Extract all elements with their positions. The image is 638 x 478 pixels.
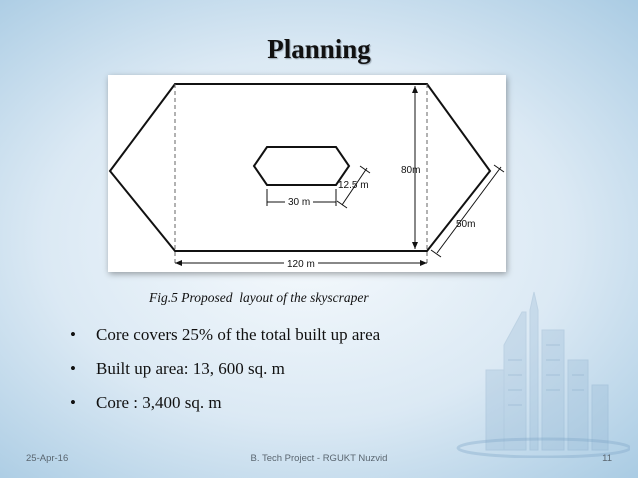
skyscraper-decoration-icon bbox=[452, 290, 630, 458]
footer-center: B. Tech Project - RGUKT Nuzvid bbox=[250, 453, 388, 464]
length-label: 120 m bbox=[287, 259, 315, 270]
bullet-item bbox=[70, 394, 380, 428]
length-arrow-right bbox=[420, 260, 427, 266]
bullet-item bbox=[70, 326, 380, 360]
length-arrow-left bbox=[175, 260, 182, 266]
figure-caption: Fig.5 Proposed layout of the skyscraper bbox=[149, 290, 369, 305]
slant-tick-bottom bbox=[431, 250, 441, 257]
height-arrow-bottom bbox=[412, 242, 418, 249]
bullet-item bbox=[70, 360, 380, 394]
layout-diagram bbox=[108, 75, 506, 272]
bullet-list bbox=[70, 326, 380, 428]
bullet-dot: • bbox=[70, 325, 76, 344]
page-number: 11 bbox=[602, 453, 612, 464]
building-outline bbox=[110, 84, 490, 251]
bullet-dot: • bbox=[70, 393, 76, 412]
layout-diagram-svg bbox=[108, 75, 506, 272]
height-arrow-top bbox=[412, 86, 418, 93]
core-outline bbox=[254, 147, 349, 185]
core-side-tick-bottom bbox=[337, 201, 347, 208]
slant-tick-top bbox=[494, 165, 504, 172]
bullet-text: Built up area: 13, 600 sq. m bbox=[96, 359, 285, 378]
bullet-text: Core : 3,400 sq. m bbox=[96, 393, 222, 412]
slant-label: 50m bbox=[456, 219, 476, 230]
slant-dimension-line bbox=[437, 167, 501, 253]
core-side-tick-top bbox=[360, 166, 370, 173]
bullet-dot: • bbox=[70, 359, 76, 378]
slide-title: Planning bbox=[267, 34, 371, 64]
core-width-label: 30 m bbox=[288, 197, 311, 208]
height-label: 80m bbox=[401, 165, 421, 176]
bullet-text: Core covers 25% of the total built up area bbox=[96, 325, 381, 344]
footer-date: 25-Apr-16 bbox=[26, 453, 69, 464]
core-side-label: 12.5 m bbox=[338, 180, 369, 191]
